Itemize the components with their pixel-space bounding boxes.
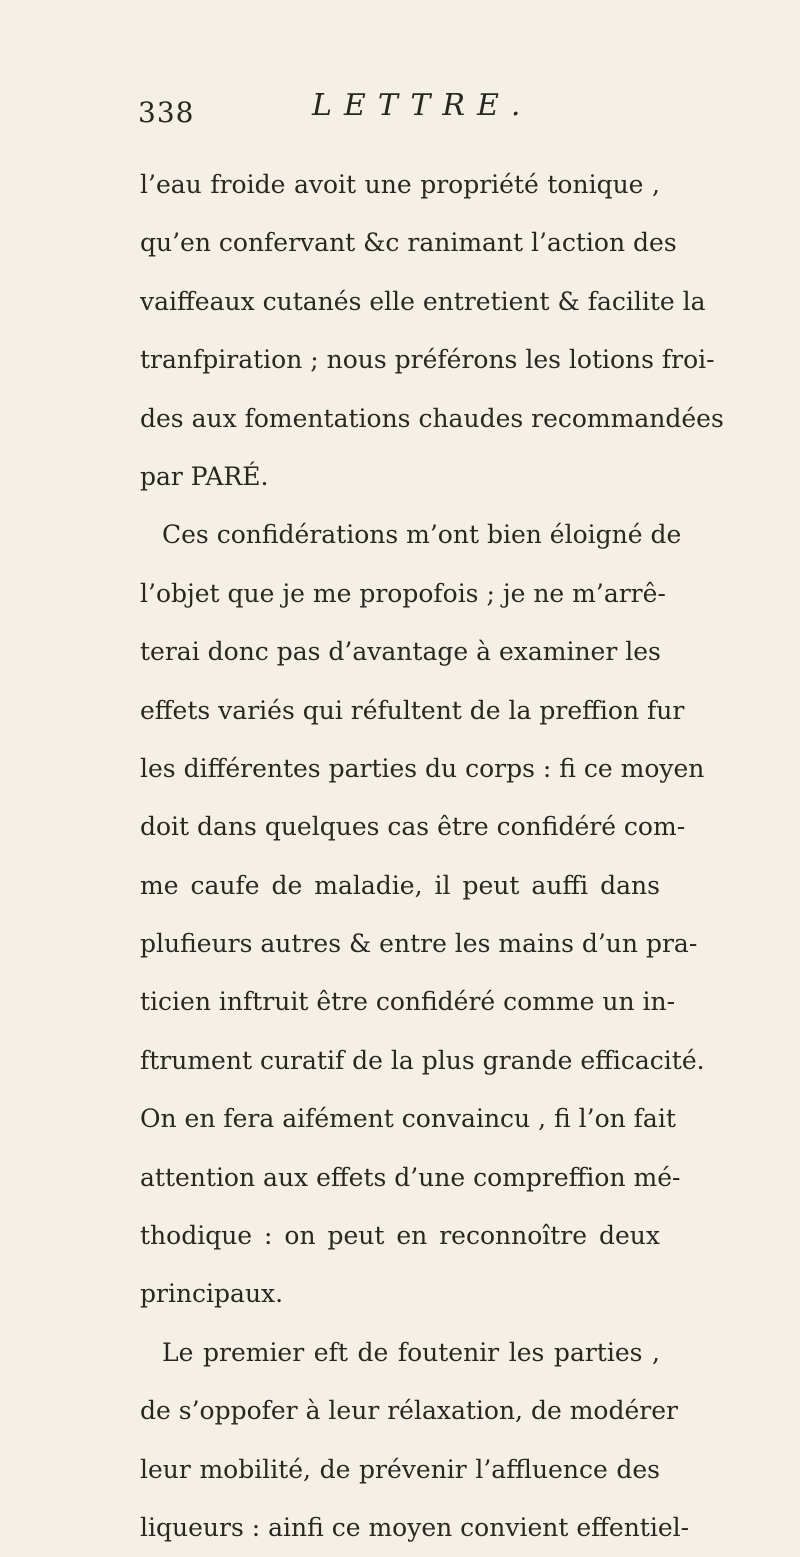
text-line: Ces confidérations m’ont bien éloigné de xyxy=(162,520,682,550)
text-line: me caufe de maladie, il peut auffi dans xyxy=(140,870,660,900)
text-line: tranfpiration ; nous préférons les lotions froi- xyxy=(140,345,715,375)
text-line: leur mobilité, de prévenir l’affluence des xyxy=(140,1454,660,1484)
text-line: ftrument curatif de la plus grande efficacité. xyxy=(140,1045,705,1075)
text-line: thodique : on peut en reconnoître deux xyxy=(140,1221,660,1251)
page-header xyxy=(0,88,800,138)
text-line: attention aux effets d’une compreffion mé- xyxy=(140,1162,681,1192)
text-line: les différentes parties du corps : fi ce moyen xyxy=(140,753,705,783)
text-line: par PARÉ. xyxy=(140,461,269,491)
page-number: 338 xyxy=(138,96,195,129)
text-line: de s’oppofer à leur rélaxation, de modérer xyxy=(140,1396,678,1426)
text-line: Le premier eft de foutenir les parties , xyxy=(162,1337,660,1367)
text-line: qu’en confervant &c ranimant l’action des xyxy=(140,228,677,258)
text-line: On en fera aifément convaincu , fi l’on fait xyxy=(140,1104,676,1134)
body-text xyxy=(140,156,724,1557)
running-head: LETTRE. xyxy=(312,88,533,123)
text-line: principaux. xyxy=(140,1279,284,1309)
text-line: liqueurs : ainfi ce moyen convient effentiel- xyxy=(140,1512,690,1542)
text-line: l’objet que je me propofois ; je ne m’arrê- xyxy=(140,578,666,608)
text-line: terai donc pas d’avantage à examiner les xyxy=(140,637,661,667)
text-line: plufieurs autres & entre les mains d’un pra- xyxy=(140,929,698,959)
text-line: effets variés qui réfultent de la preffion fur xyxy=(140,695,685,725)
text-line: des aux fomentations chaudes recommandées xyxy=(140,403,724,433)
text-line: vaiffeaux cutanés elle entretient & facilite la xyxy=(140,286,706,316)
text-line: ticien inftruit être confidéré comme un in- xyxy=(140,987,676,1017)
text-line: doit dans quelques cas être confidéré com- xyxy=(140,812,686,842)
text-line: l’eau froide avoit une propriété tonique , xyxy=(140,170,660,199)
